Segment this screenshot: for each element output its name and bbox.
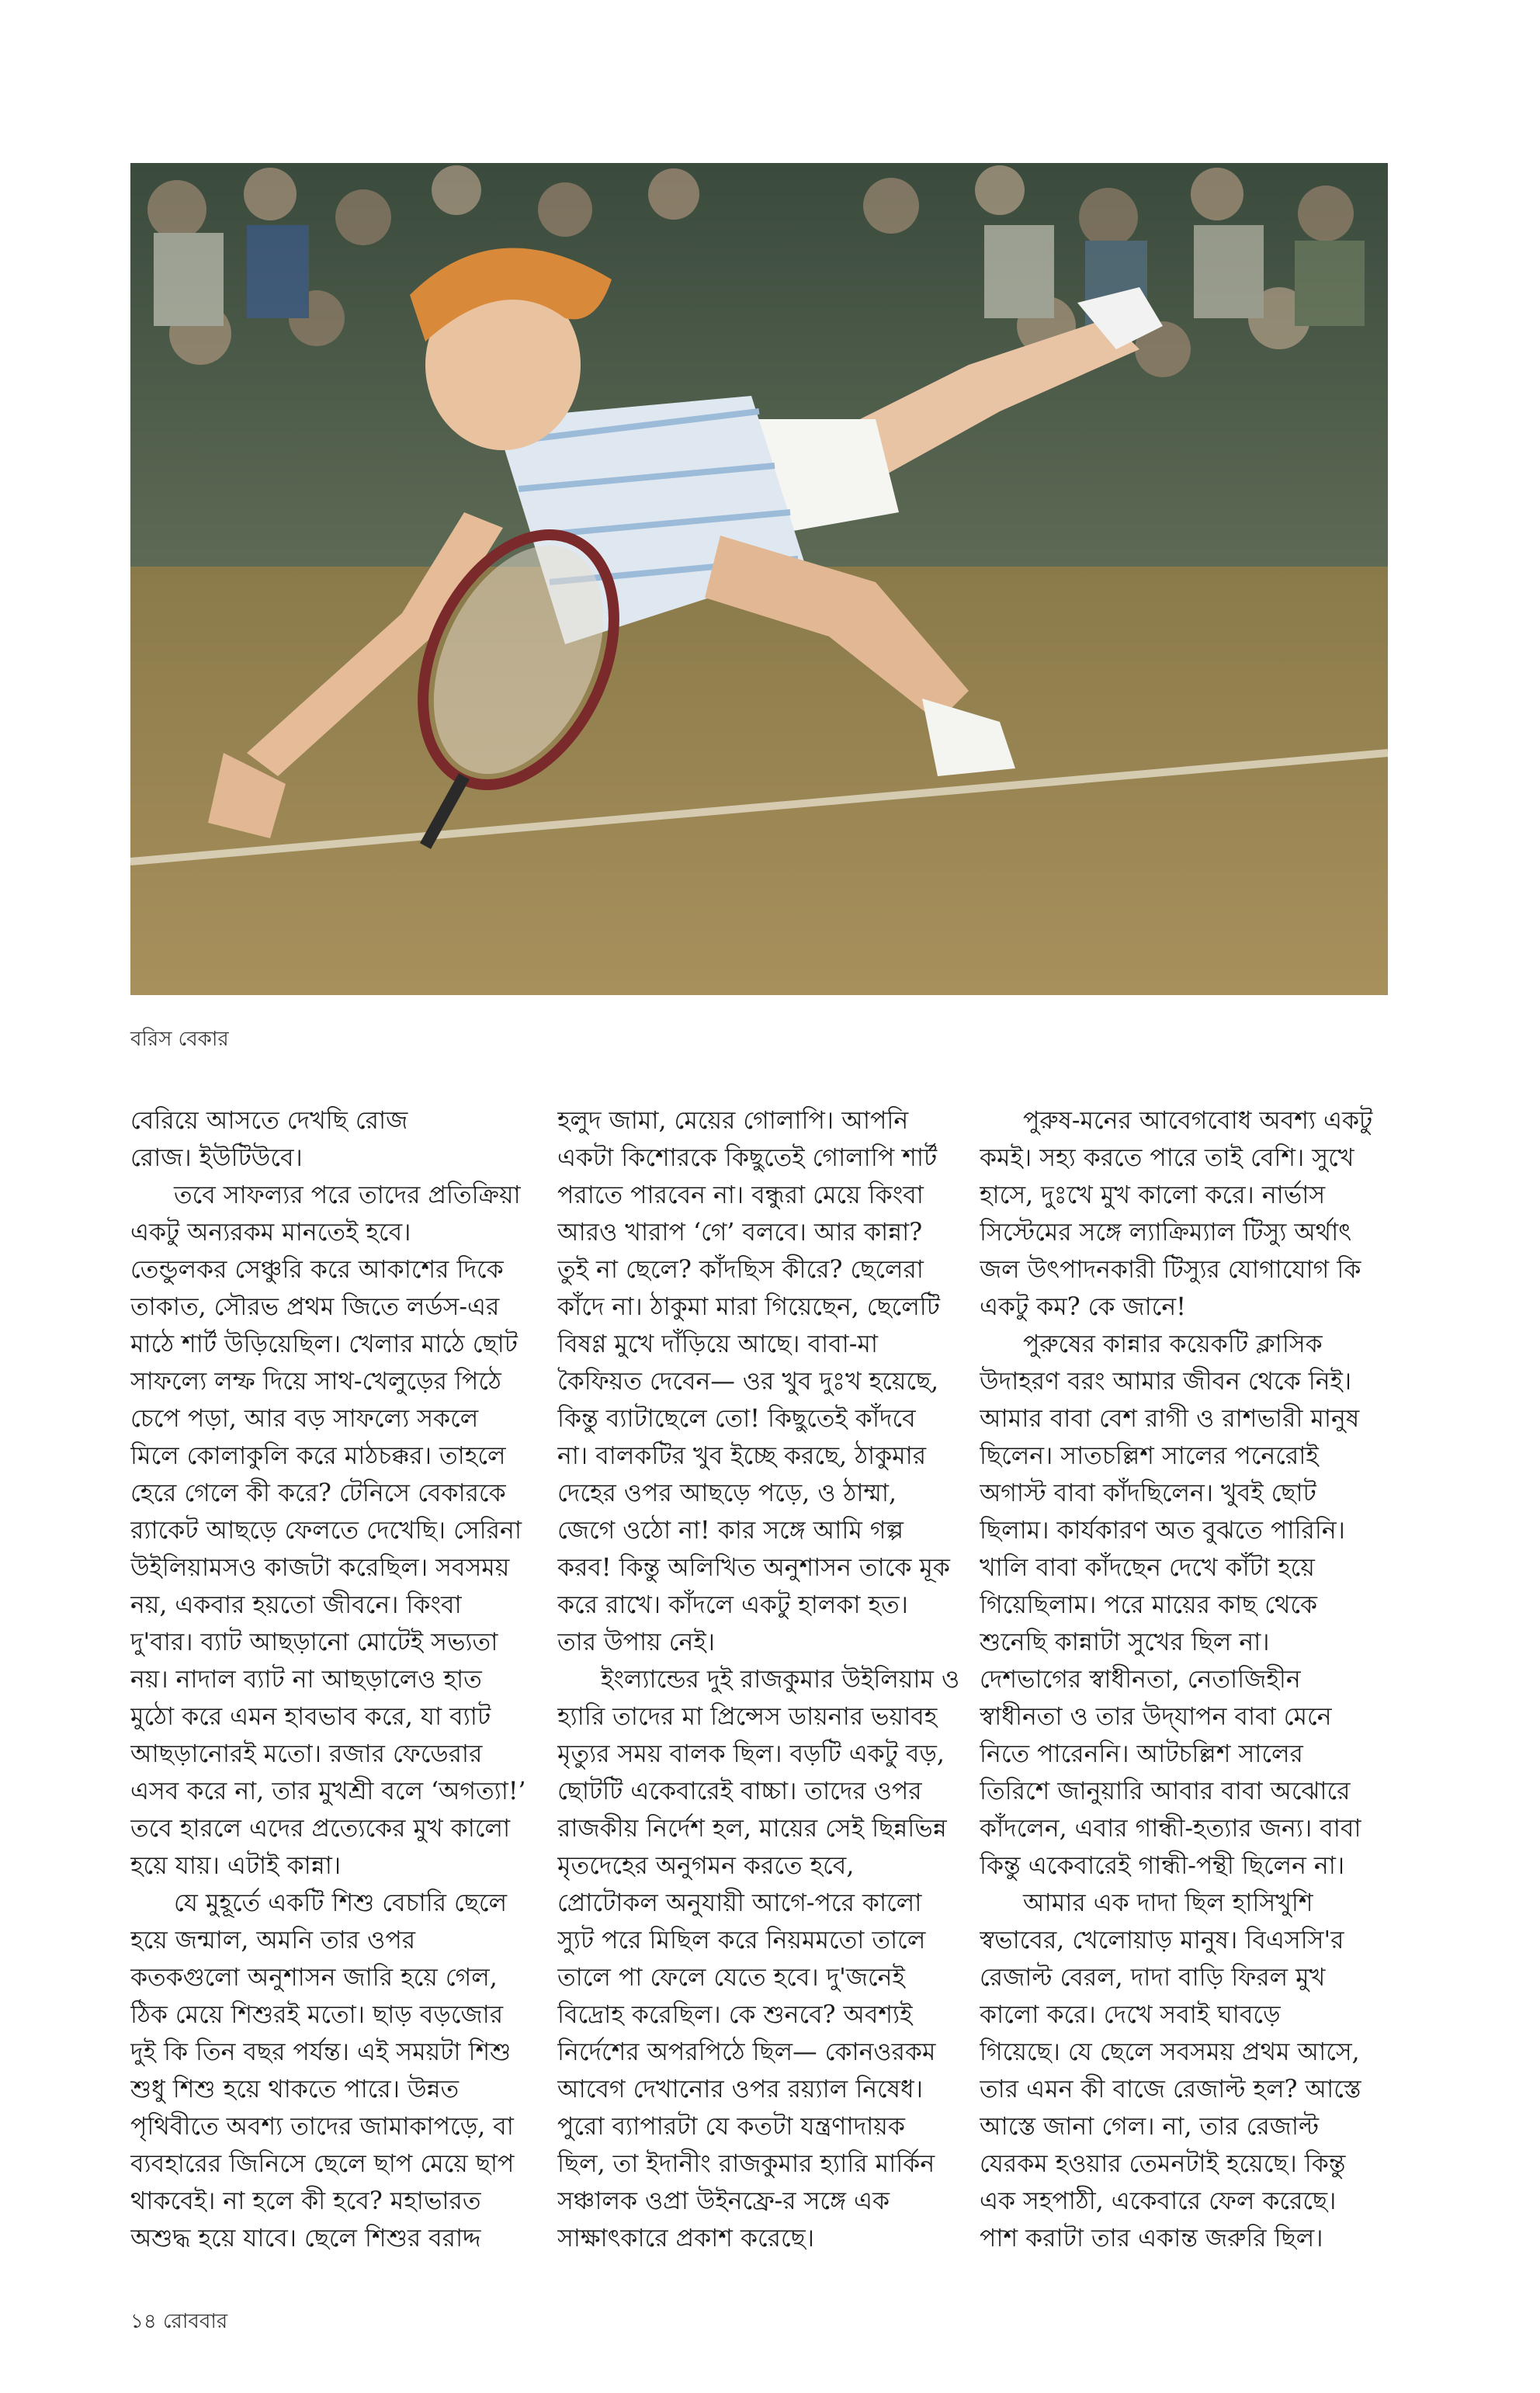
text-line: করব! কিন্তু অলিখিত অনুশাসন তাকে মূক	[557, 1554, 950, 1582]
text-line: দু'বার। ব্যাট আছড়ানো মোটেই সভ্যতা	[130, 1628, 498, 1656]
text-line: তেন্ডুলকর সেঞ্চুরি করে আকাশের দিকে	[130, 1256, 504, 1284]
text-line: খালি বাবা কাঁদছেন দেখে কাঁটা হয়ে	[980, 1554, 1315, 1582]
text-line: হয়ে যায়। এটাই কান্না।	[130, 1852, 342, 1880]
text-line: গিয়েছে। যে ছেলে সবসময় প্রথম আসে,	[980, 2038, 1360, 2066]
text-line: তাকাত, সৌরভ প্রথম জিতে লর্ডস-এর	[130, 1293, 500, 1321]
text-line: সিস্টেমের সঙ্গে ল্যাক্রিম্যাল টিস্যু অর্থাৎ	[980, 1219, 1352, 1247]
text-line: সাক্ষাৎকারে প্রকাশ করেছে।	[557, 2225, 814, 2253]
text-line: হেরে গেলে কী করে? টেনিসে বেকারকে	[130, 1479, 506, 1507]
text-line: তিরিশে জানুয়ারি আবার বাবা অঝোরে	[980, 1777, 1351, 1805]
text-line: জেগে ওঠো না! কার সঙ্গে আমি গল্প	[557, 1517, 904, 1545]
text-line: মৃত্যুর সময় বালক ছিল। বড়টি একটু বড়,	[557, 1740, 945, 1768]
text-line: ঠিক মেয়ে শিশুরই মতো। ছাড় বড়জোর	[130, 2001, 504, 2029]
text-line: উদাহরণ বরং আমার জীবন থেকে নিই।	[980, 1368, 1352, 1396]
text-line: দেহের ওপর আছড়ে পড়ে, ও ঠাম্মা,	[557, 1479, 897, 1507]
text-line: আরও খারাপ ‘গে’ বলবে। আর কান্না?	[557, 1219, 923, 1247]
text-line: আবেগ দেখানোর ওপর রয়্যাল নিষেধ।	[557, 2076, 923, 2103]
text-line: কৈফিয়ত দেবেন— ওর খুব দুঃখ হয়েছে,	[557, 1368, 939, 1396]
text-line: যে মুহূর্তে একটি শিশু বেচারি ছেলে	[174, 1889, 508, 1917]
text-line: ব্যবহারের জিনিসে ছেলে ছাপ মেয়ে ছাপ	[130, 2150, 515, 2178]
tennis-player-photo	[130, 163, 1388, 995]
text-line: তার উপায় নেই।	[557, 1628, 715, 1656]
text-line: জল উৎপাদনকারী টিস্যুর যোগাযোগ কি	[980, 1256, 1361, 1284]
text-line: স্বাধীনতা ও তার উদ্‌যাপন বাবা মেনে	[980, 1703, 1332, 1731]
text-line: একটু অন্যরকম মানতেই হবে।	[130, 1219, 411, 1247]
text-line: তুই না ছেলে? কাঁদছিস কীরে? ছেলেরা	[557, 1256, 924, 1284]
text-line: স্যুট পরে মিছিল করে নিয়মমতো তালে	[557, 1927, 926, 1954]
text-line: নিতে পারেননি। আটচল্লিশ সালের	[980, 1740, 1303, 1768]
text-line: গিয়েছিলাম। পরে মায়ের কাছ থেকে	[980, 1591, 1318, 1619]
text-line: এসব করে না, তার মুখশ্রী বলে ‘অগত্যা!’	[130, 1777, 526, 1805]
text-line: হলুদ জামা, মেয়ের গোলাপি। আপনি	[557, 1107, 909, 1135]
tennis-player-diving-photo-icon	[130, 163, 1388, 995]
text-line: হ্যারি তাদের মা প্রিন্সেস ডায়নার ভয়াবহ	[557, 1703, 938, 1731]
text-line: পুরুষ-মনের আবেগবোধ অবশ্য একটু	[1023, 1107, 1373, 1135]
text-line: হয়ে জন্মাল, অমনি তার ওপর	[130, 1927, 416, 1954]
text-line: আমার বাবা বেশ রাগী ও রাশভারী মানুষ	[980, 1405, 1360, 1433]
text-line: ছিলেন। সাতচল্লিশ সালের পনেরোই	[980, 1442, 1319, 1470]
text-line: মাঠে শার্ট উড়িয়েছিল। খেলার মাঠে ছোট	[130, 1330, 518, 1358]
text-line: ছোটটি একেবারেই বাচ্চা। তাদের ওপর	[557, 1777, 922, 1805]
text-line: রাজকীয় নির্দেশ হল, মায়ের সেই ছিন্নভিন্ন	[557, 1815, 947, 1843]
text-line: করে রাখে। কাঁদলে একটু হালকা হত।	[557, 1591, 908, 1619]
text-line: এক সহপাঠী, একেবারে ফেল করেছে।	[980, 2187, 1337, 2215]
text-line: ছিল, তা ইদানীং রাজকুমার হ্যারি মার্কিন	[557, 2150, 935, 2178]
text-line: একটা কিশোরকে কিছুতেই গোলাপি শার্ট	[557, 1144, 938, 1172]
text-line: না। বালকটির খুব ইচ্ছে করছে, ঠাকুমার	[557, 1442, 927, 1470]
text-line: আছড়ানোরই মতো। রজার ফেডেরার	[130, 1740, 483, 1768]
text-line: প্রোটোকল অনুযায়ী আগে-পরে কালো	[557, 1889, 922, 1917]
text-line: একটু কম? কে জানে!	[980, 1293, 1186, 1321]
text-line: কতকগুলো অনুশাসন জারি হয়ে গেল,	[130, 1964, 498, 1992]
text-line: বিষণ্ণ মুখে দাঁড়িয়ে আছে। বাবা-মা	[557, 1330, 879, 1358]
article-column-3	[980, 1102, 1385, 2257]
text-line: মিলে কোলাকুলি করে মাঠচক্কর। তাহলে	[130, 1442, 506, 1470]
text-line: পরাতে পারবেন না। বন্ধুরা মেয়ে কিংবা	[557, 1181, 924, 1209]
text-line: পাশ করাটা তার একান্ত জরুরি ছিল।	[980, 2225, 1323, 2253]
article-column-2	[557, 1102, 961, 2257]
text-line: তালে পা ফেলে যেতে হবে। দু'জনেই	[557, 1964, 905, 1992]
text-line: ছিলাম। কার্যকারণ অত বুঝতে পারিনি।	[980, 1517, 1345, 1545]
text-line: অগাস্ট বাবা কাঁদছিলেন। খুবই ছোট	[980, 1479, 1316, 1507]
text-line: থাকবেই। না হলে কী হবে? মহাভারত	[130, 2187, 481, 2215]
text-line: স্বভাবের, খেলোয়াড় মানুষ। বিএসসি'র	[980, 1927, 1344, 1954]
text-line: সঞ্চালক ওপ্রা উইনফ্রে-র সঙ্গে এক	[557, 2187, 890, 2215]
text-line: কিন্তু ব্যাটাছেলে তো! কিছুতেই কাঁদবে	[557, 1405, 916, 1433]
article-column-1	[130, 1102, 556, 2257]
text-line: রোজ। ইউটিউবে।	[130, 1144, 303, 1172]
text-line: যেরকম হওয়ার তেমনটাই হয়েছে। কিন্তু	[980, 2150, 1346, 2178]
text-line: বিদ্রোহ করেছিল। কে শুনবে? অবশ্যই	[557, 2001, 913, 2029]
text-line: মুঠো করে এমন হাবভাব করে, যা ব্যাট	[130, 1703, 491, 1731]
text-line: পুরুষের কান্নার কয়েকটি ক্লাসিক	[1023, 1330, 1323, 1358]
text-line: পৃথিবীতে অবশ্য তাদের জামাকাপড়ে, বা	[130, 2113, 514, 2141]
text-line: নয়। নাদাল ব্যাট না আছড়ালেও হাত	[130, 1666, 482, 1694]
text-line: র‍্যাকেট আছড়ে ফেলতে দেখেছি। সেরিনা	[130, 1517, 522, 1545]
text-line: আস্তে জানা গেল। না, তার রেজাল্ট	[980, 2113, 1320, 2141]
text-line: আমার এক দাদা ছিল হাসিখুশি	[1023, 1889, 1313, 1917]
text-line: শুনেছি কান্নাটা সুখের ছিল না।	[980, 1628, 1270, 1656]
text-line: কমই। সহ্য করতে পারে তাই বেশি। সুখে	[980, 1144, 1354, 1172]
photo-caption: বরিস বেকার	[130, 1028, 229, 1051]
text-line: পুরো ব্যাপারটা যে কতটা যন্ত্রণাদায়ক	[557, 2113, 905, 2141]
text-line: কিন্তু একেবারেই গান্ধী-পন্থী ছিলেন না।	[980, 1852, 1345, 1880]
text-line: কাঁদে না। ঠাকুমা মারা গিয়েছেন, ছেলেটি	[557, 1293, 940, 1321]
text-line: নির্দেশের অপরপিঠে ছিল— কোনওরকম	[557, 2038, 936, 2066]
text-line: রেজাল্ট বেরল, দাদা বাড়ি ফিরল মুখ	[980, 1964, 1326, 1992]
text-line: সাফল্যে লম্ফ দিয়ে সাথ-খেলুড়ের পিঠে	[130, 1368, 501, 1396]
text-line: কাঁদলেন, এবার গান্ধী-হত্যার জন্য। বাবা	[980, 1815, 1361, 1843]
text-line: কালো করে। দেখে সবাই ঘাবড়ে	[980, 2001, 1281, 2029]
text-line: নয়, একবার হয়তো জীবনে। কিংবা	[130, 1591, 462, 1619]
text-line: তার এমন কী বাজে রেজাল্ট হল? আস্তে	[980, 2076, 1361, 2103]
text-line: মৃতদেহের অনুগমন করতে হবে,	[557, 1852, 855, 1880]
text-line: বেরিয়ে আসতে দেখছি রোজ	[130, 1107, 408, 1135]
text-line: শুধু শিশু হয়ে থাকতে পারে। উন্নত	[130, 2076, 460, 2103]
text-line: ইংল্যান্ডের দুই রাজকুমার উইলিয়াম ও	[601, 1666, 960, 1694]
text-line: চেপে পড়া, আর বড় সাফল্যে সকলে	[130, 1405, 479, 1433]
text-line: অশুদ্ধ হয়ে যাবে। ছেলে শিশুর বরাদ্দ	[130, 2225, 481, 2253]
page-footer: ১৪ রোববার	[130, 2310, 228, 2333]
text-line: দেশভাগের স্বাধীনতা, নেতাজিহীন	[980, 1666, 1301, 1694]
text-line: উইলিয়ামসও কাজটা করেছিল। সবসময়	[130, 1554, 510, 1582]
text-line: হাসে, দুঃখে মুখ কালো করে। নার্ভাস	[980, 1181, 1326, 1209]
text-line: দুই কি তিন বছর পর্যন্ত। এই সময়টা শিশু	[130, 2038, 512, 2066]
text-line: তবে সাফল্যর পরে তাদের প্রতিক্রিয়া	[174, 1181, 521, 1209]
text-line: তবে হারলে এদের প্রত্যেকের মুখ কালো	[130, 1815, 511, 1843]
